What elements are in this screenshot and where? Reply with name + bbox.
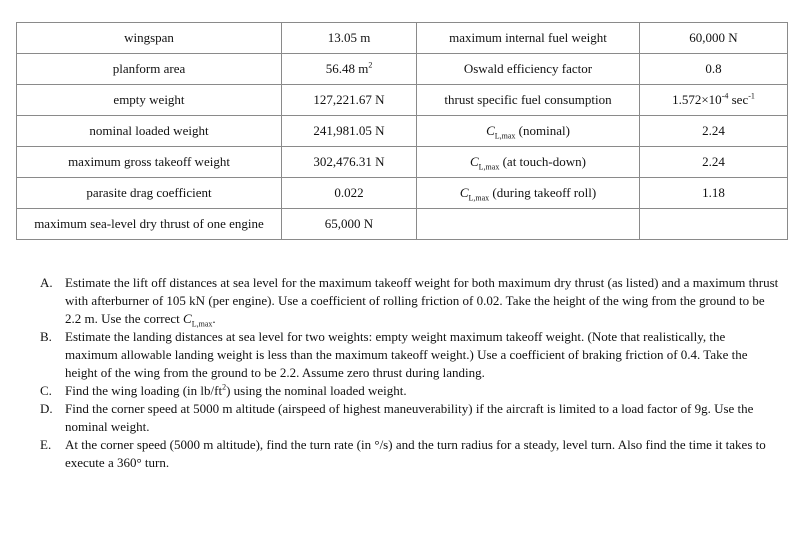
table-row xyxy=(17,209,788,240)
aircraft-parameters-table xyxy=(16,22,788,240)
param-label: empty weight xyxy=(17,85,282,116)
param-label: maximum gross takeoff weight xyxy=(17,147,282,178)
cl-condition: (nominal) xyxy=(515,123,570,138)
param-value: 127,221.67 N xyxy=(282,85,417,116)
question-text: At the corner speed (5000 m altitude), find the turn rate (in °/s) and the turn radius for a steady, level turn. Also find the time it takes to execute a 360° turn. xyxy=(65,437,766,470)
tsfc-value: 1.572×10 xyxy=(672,92,722,107)
table-row xyxy=(17,147,788,178)
question-text-end: . xyxy=(212,311,216,326)
unit-exponent: 2 xyxy=(222,382,227,392)
param-label: maximum internal fuel weight xyxy=(417,23,640,54)
table-row xyxy=(17,23,788,54)
question-item xyxy=(40,436,780,472)
question-item xyxy=(40,400,780,436)
param-value: 60,000 N xyxy=(640,23,788,54)
param-label xyxy=(417,116,640,147)
question-item xyxy=(40,328,780,382)
tsfc-unit: sec xyxy=(728,92,749,107)
param-label: wingspan xyxy=(17,23,282,54)
question-text: Find the corner speed at 5000 m altitude (airspeed of highest maneuverability) if the aircraft is limited to a load factor of 9g. Use the nominal weight. xyxy=(65,401,754,434)
cl-subscript: L,max xyxy=(468,193,490,203)
param-value: 302,476.31 N xyxy=(282,147,417,178)
param-value: 241,981.05 N xyxy=(282,116,417,147)
cl-condition: (during takeoff roll) xyxy=(489,185,597,200)
cl-subscript: L,max xyxy=(191,319,213,329)
param-value xyxy=(640,85,788,116)
question-text-end: ) using the nominal loaded weight. xyxy=(226,383,407,398)
param-value xyxy=(282,54,417,85)
param-label xyxy=(417,147,640,178)
question-letter: A. xyxy=(40,275,53,290)
table-row xyxy=(17,54,788,85)
param-value: 0.022 xyxy=(282,178,417,209)
area-exponent: 2 xyxy=(368,60,373,70)
question-item xyxy=(40,274,780,328)
cl-symbol: C xyxy=(183,311,192,326)
param-value xyxy=(640,209,788,240)
question-letter: C. xyxy=(40,383,52,398)
param-label xyxy=(417,178,640,209)
param-value: 65,000 N xyxy=(282,209,417,240)
question-text: Estimate the landing distances at sea level for two weights: empty weight maximum takeoff weight. (Note that realistically, the maximum allowable landing weight is less than the maximum takeoff weight.) Use a coefficient of braking friction of 0.4. Take the height of the wing from the ground to be 2.2. Assume zero thrust during landing. xyxy=(65,329,748,380)
param-label: Oswald efficiency factor xyxy=(417,54,640,85)
cl-symbol: C xyxy=(470,154,479,169)
param-label: maximum sea-level dry thrust of one engine xyxy=(17,209,282,240)
param-value: 2.24 xyxy=(640,147,788,178)
param-value: 2.24 xyxy=(640,116,788,147)
param-label: planform area xyxy=(17,54,282,85)
param-label xyxy=(417,209,640,240)
param-value: 1.18 xyxy=(640,178,788,209)
area-value: 56.48 m xyxy=(325,61,369,76)
cl-subscript: L,max xyxy=(494,131,516,141)
param-value: 0.8 xyxy=(640,54,788,85)
table-row xyxy=(17,116,788,147)
question-text: Estimate the lift off distances at sea level for the maximum takeoff weight for both maximum dry thrust (as listed) and a maximum thrust with afterburner of 105 kN (per engine). Use a coefficient of rolling friction of 0.02. Take the height of the wing from the ground to be 2.2 m. Use the correct xyxy=(65,275,779,326)
param-label: thrust specific fuel consumption xyxy=(417,85,640,116)
tsfc-unit-exponent: -1 xyxy=(748,91,755,101)
param-label: nominal loaded weight xyxy=(17,116,282,147)
table-row xyxy=(17,178,788,209)
param-label: parasite drag coefficient xyxy=(17,178,282,209)
question-text: Find the wing loading (in lb/ft xyxy=(65,383,223,398)
question-letter: E. xyxy=(40,437,52,452)
param-value: 13.05 m xyxy=(282,23,417,54)
cl-condition: (at touch-down) xyxy=(499,154,586,169)
cl-symbol: C xyxy=(486,123,495,138)
question-item xyxy=(40,382,780,400)
cl-symbol: C xyxy=(459,185,469,200)
cl-subscript: L,max xyxy=(478,162,500,172)
question-letter: B. xyxy=(40,329,52,344)
question-list xyxy=(40,274,780,472)
question-letter: D. xyxy=(40,401,53,416)
tsfc-exponent: -4 xyxy=(721,91,729,101)
table-row xyxy=(17,85,788,116)
